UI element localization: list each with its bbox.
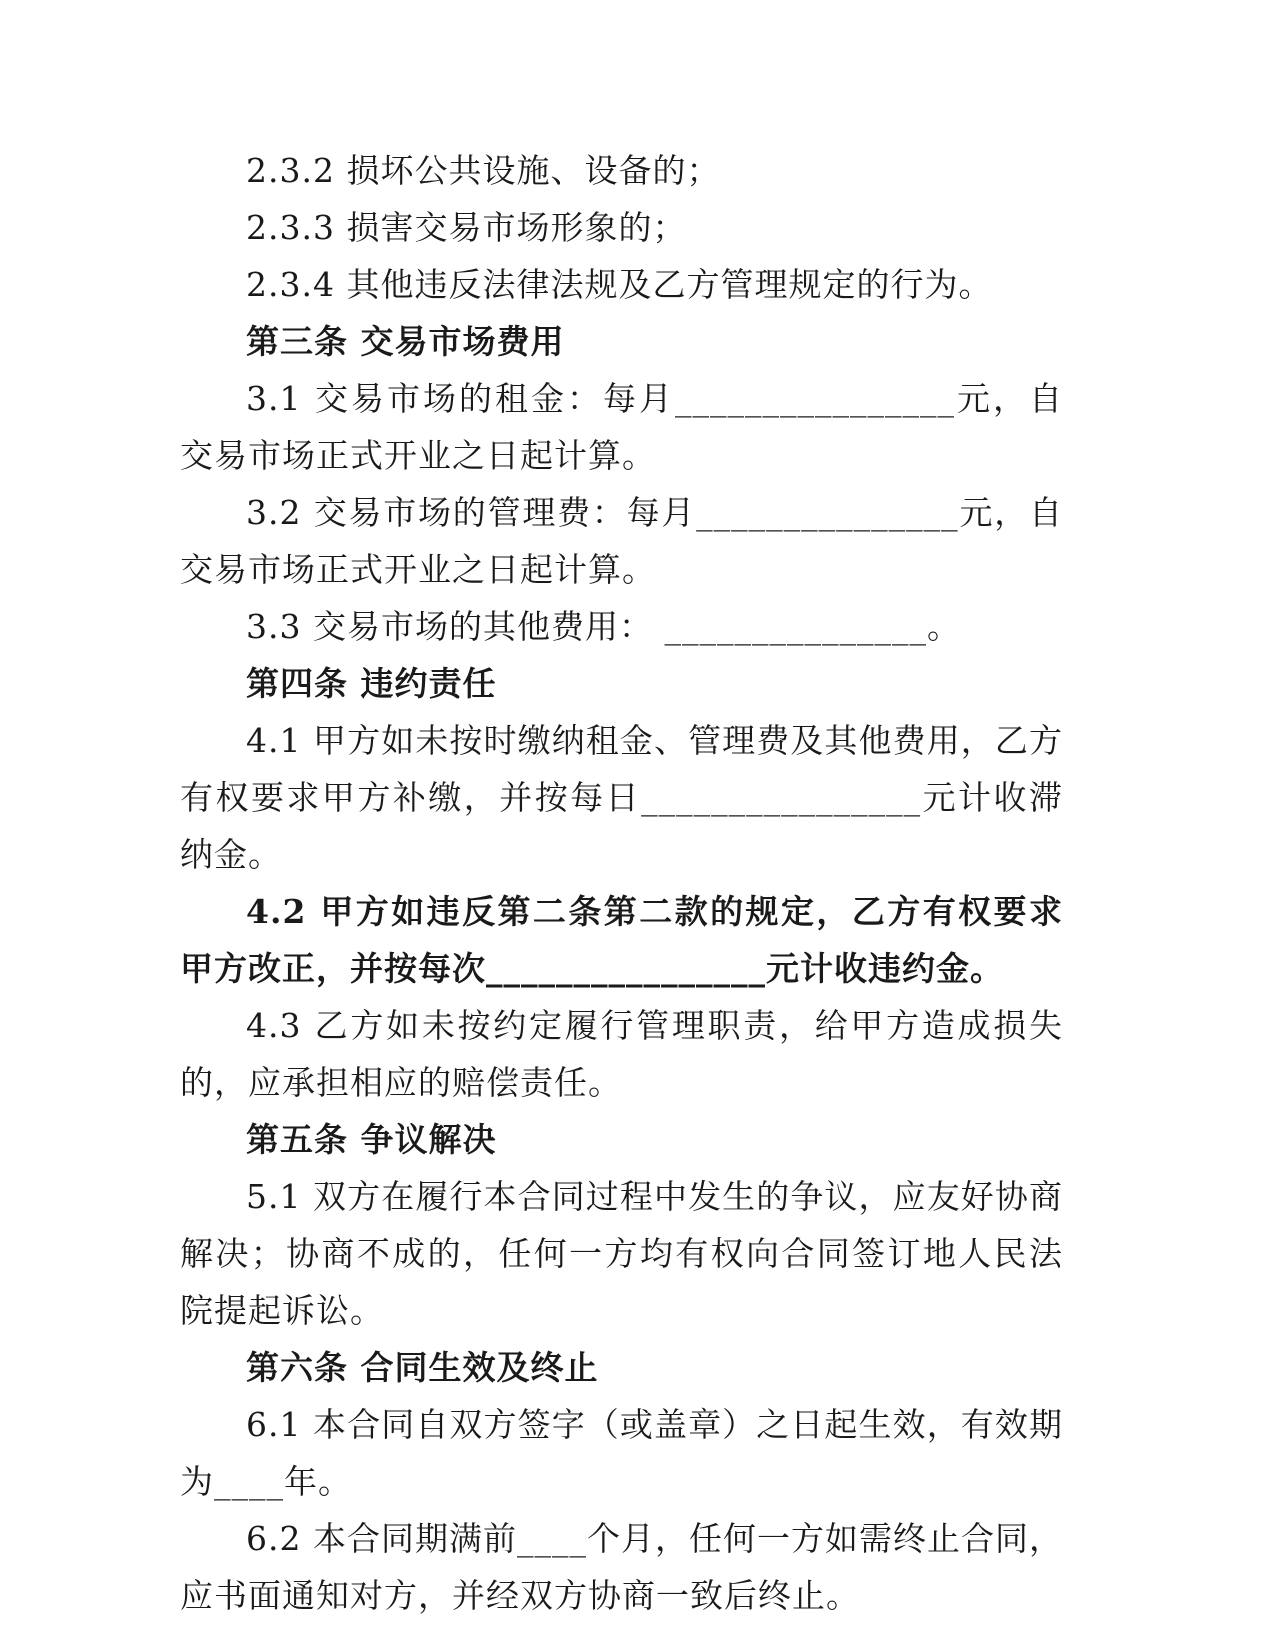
clause-6-2: 6.2 本合同期满前____个月，任何一方如需终止合同，应书面通知对方，并经双方协商一致后终止。 [180,1519,1063,1615]
contract-text-block [180,142,1063,1624]
clause-4-3: 4.3 乙方如未按约定履行管理职责，给甲方造成损失的，应承担相应的赔偿责任。 [180,1006,1063,1102]
clause-5-1: 5.1 双方在履行本合同过程中发生的争议，应友好协商解决；协商不成的，任何一方均有权向合同签订地人民法院提起诉讼。 [180,1177,1063,1330]
clause-3-1: 3.1 交易市场的租金：每月________________元，自交易市场正式开业之日起计算。 [180,379,1063,475]
clause-4-2: 4.2 甲方如违反第二条第二款的规定，乙方有权要求甲方改正，并按每次________________元计收违约金。 [180,892,1063,988]
heading-article-4: 第四条 违约责任 [246,664,497,703]
heading-article-6: 第六条 合同生效及终止 [246,1348,599,1387]
clause-2-3-3: 2.3.3 损害交易市场形象的； [246,208,687,247]
heading-article-5: 第五条 争议解决 [246,1120,497,1159]
clause-3-2: 3.2 交易市场的管理费：每月_______________元，自交易市场正式开业之日起计算。 [180,493,1063,589]
clause-2-3-4: 2.3.4 其他违反法律法规及乙方管理规定的行为。 [246,265,993,304]
clause-6-1: 6.1 本合同自双方签字（或盖章）之日起生效，有效期为____年。 [180,1405,1063,1501]
clause-2-3-2: 2.3.2 损坏公共设施、设备的； [246,151,721,190]
clause-4-1: 4.1 甲方如未按时缴纳租金、管理费及其他费用，乙方有权要求甲方补缴，并按每日________________元计收滞纳金。 [180,721,1063,874]
clause-3-3: 3.3 交易市场的其他费用： _______________。 [246,607,961,646]
heading-article-3: 第三条 交易市场费用 [246,322,565,361]
